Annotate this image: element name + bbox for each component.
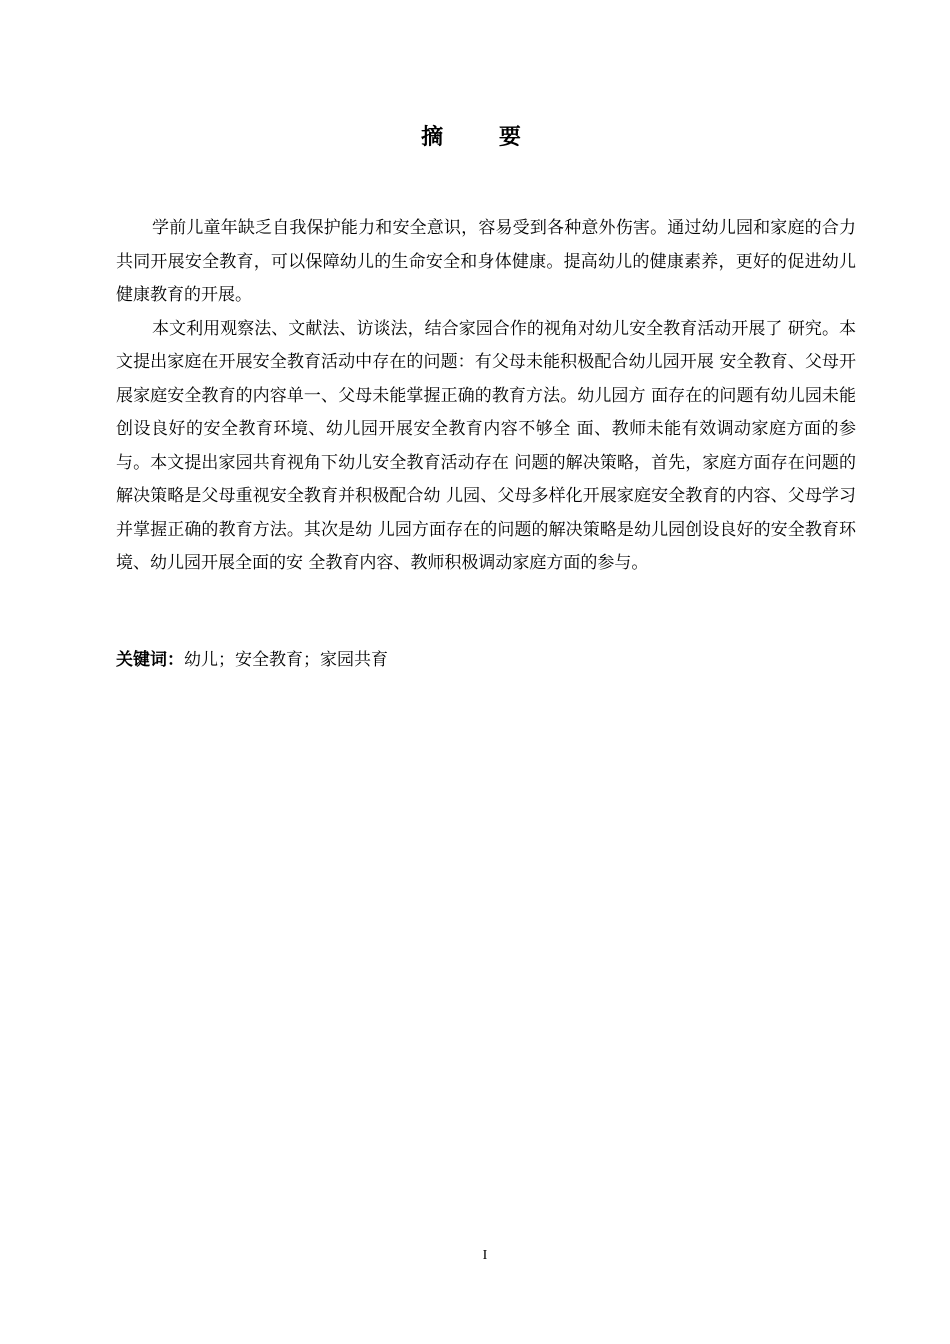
abstract-paragraph-1: 学前儿童年缺乏自我保护能力和安全意识，容易受到各种意外伤害。通过幼儿园和家庭的合力共同开展安全教育，可以保障幼儿的生命安全和身体健康。提高幼儿的健康素养，更好的促进幼儿健康教育的开展。 — [116, 218, 856, 305]
abstract-body — [116, 212, 856, 581]
keywords-line — [116, 644, 856, 677]
keywords-value: 幼儿；安全教育；家园共育 — [184, 650, 388, 670]
abstract-title: 摘 要 — [421, 125, 545, 150]
keywords-label: 关键词： — [116, 650, 184, 670]
page-number: I — [482, 1248, 488, 1263]
abstract-paragraph-2: 本文利用观察法、文献法、访谈法，结合家园合作的视角对幼儿安全教育活动开展了 研究。本文提出家庭在开展安全教育活动中存在的问题：有父母未能积极配合幼儿园开展 安全教育、父母开展家庭安全教育的内容单一、父母未能掌握正确的教育方法。幼儿园方 面存在的问题有幼儿园未能创设良好的安全教育环境、幼儿园开展安全教育内容不够全 面、教师未能有效调动家庭方面的参与。本文提出家园共育视角下幼儿安全教育活动存在 问题的解决策略，首先，家庭方面存在问题的解决策略是父母重视安全教育并积极配合幼 儿园、父母多样化开展家庭安全教育的内容、父母学习并掌握正确的教育方法。其次是幼 儿园方面存在的问题的解决策略是幼儿园创设良好的安全教育环境、幼儿园开展全面的安 全教育内容、教师积极调动家庭方面的参与。 — [116, 318, 856, 573]
